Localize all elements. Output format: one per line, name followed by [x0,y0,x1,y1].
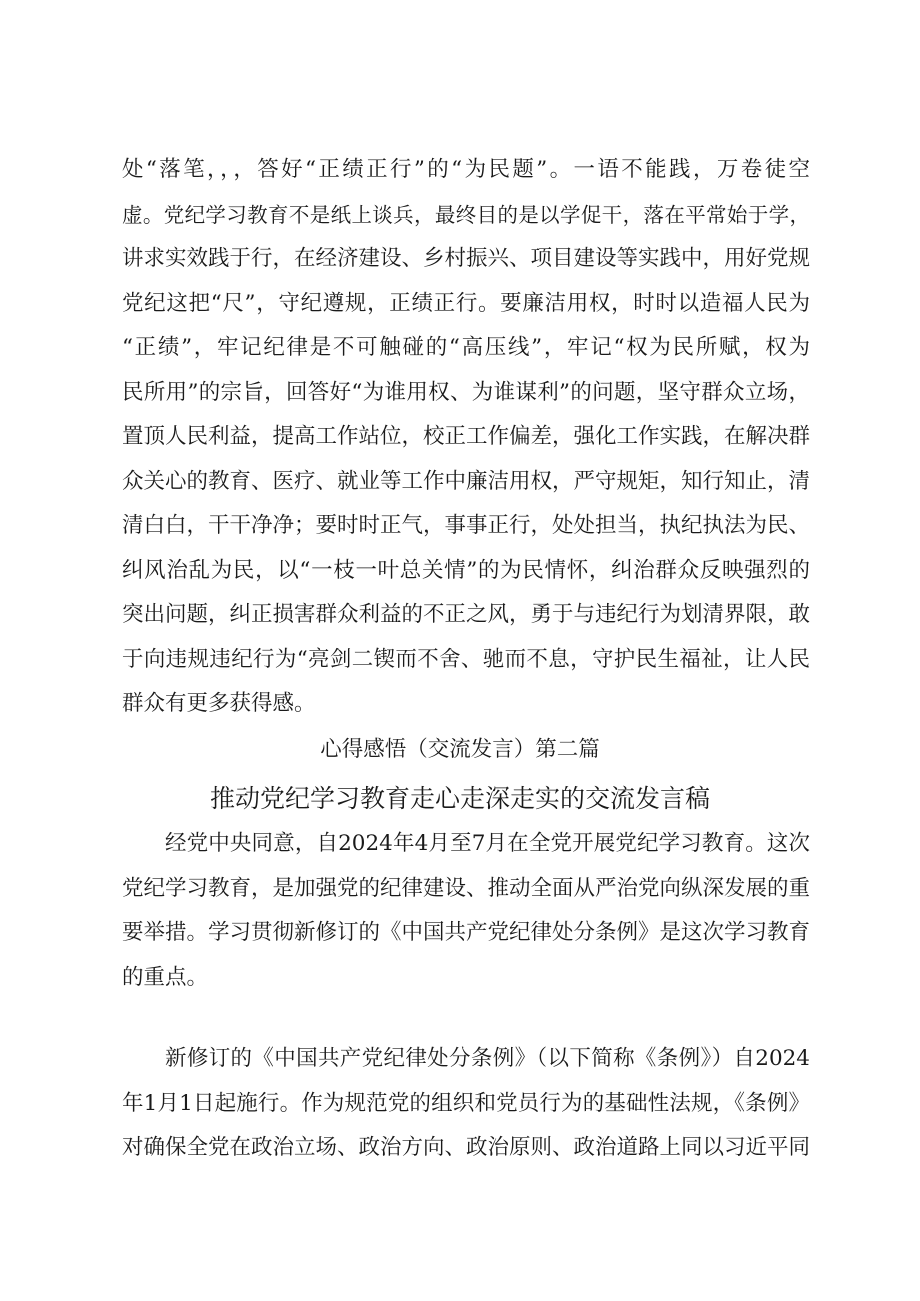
text-line: “正绩”，牢记纪律是不可触碰的“高压线”，牢记“权为民所赋，权为 [122,335,810,360]
text-line: 新修订的《中国共产党纪律处分条例》（以下简称《条例》）自2024 [165,1046,810,1071]
text-line: 群众有更多获得感。 [122,691,316,716]
text-line: 的重点。 [122,964,209,990]
text-line: 经党中央同意，自2024年4月至7月在全党开展党纪学习教育。这次 [165,831,810,856]
text-line: 纠风治乱为民，以“一枝一叶总关情”的为民情怀，纠治群众反映强烈的 [122,557,810,583]
text-line: 党纪学习教育，是加强党的纪律建设、推动全面从严治党向纵深发展的重 [122,875,811,901]
body-paragraph-1 [122,148,810,727]
text-line: 众关心的教育、医疗、就业等工作中廉洁用权，严守规矩，知行知止，清 [122,468,811,494]
text-line: 对确保全党在政治立场、政治方向、政治原则、政治道路上同以习近平同 [122,1135,811,1160]
text-line: 党纪这把“尺”，守纪遵规，正绩正行。要廉洁用权，时时以造福人民为 [122,290,810,316]
text-line: 要举措。学习贯彻新修订的《中国共产党纪律处分条例》是这次学习教育 [122,920,811,945]
body-paragraph-3 [122,1037,810,1171]
text-line: 于向违规违纪行为“亮剑二锲而不舍、驰而不息，守护民生福祉，让人民 [122,646,810,672]
text-line: 处“落笔，，，答好“正绩正行”的“为民题”。一语不能践，万卷徒空 [122,157,810,182]
section-subtitle: 心得感悟（交流发言）第二篇 [320,737,600,762]
text-line: 置顶人民利益，提高工作站位，校正工作偏差，强化工作实践，在解决群 [122,424,811,449]
text-line: 突出问题，纠正损害群众利益的不正之风，勇于与违纪行为划清界限，敢 [122,602,811,627]
text-line: 年1月1日起施行。作为规范党的组织和党员行为的基础性法规，《条例》 [122,1090,810,1116]
document-title: 推动党纪学习教育走心走深走实的交流发言稿 [209,784,710,813]
text-line: 讲求实效践于行，在经济建设、乡村振兴、项目建设等实践中，用好党规 [122,246,811,271]
text-line: 民所用”的宗旨，回答好“为谁用权、为谁谋利”的问题，坚守群众立场， [122,379,810,405]
body-paragraph-2 [122,822,810,1000]
text-line: 清白白，干干净净；要时时正气，事事正行，处处担当，执纪执法为民、 [122,513,811,538]
text-line: 虚。党纪学习教育不是纸上谈兵，最终目的是以学促干，落在平常始于学， [122,202,810,227]
